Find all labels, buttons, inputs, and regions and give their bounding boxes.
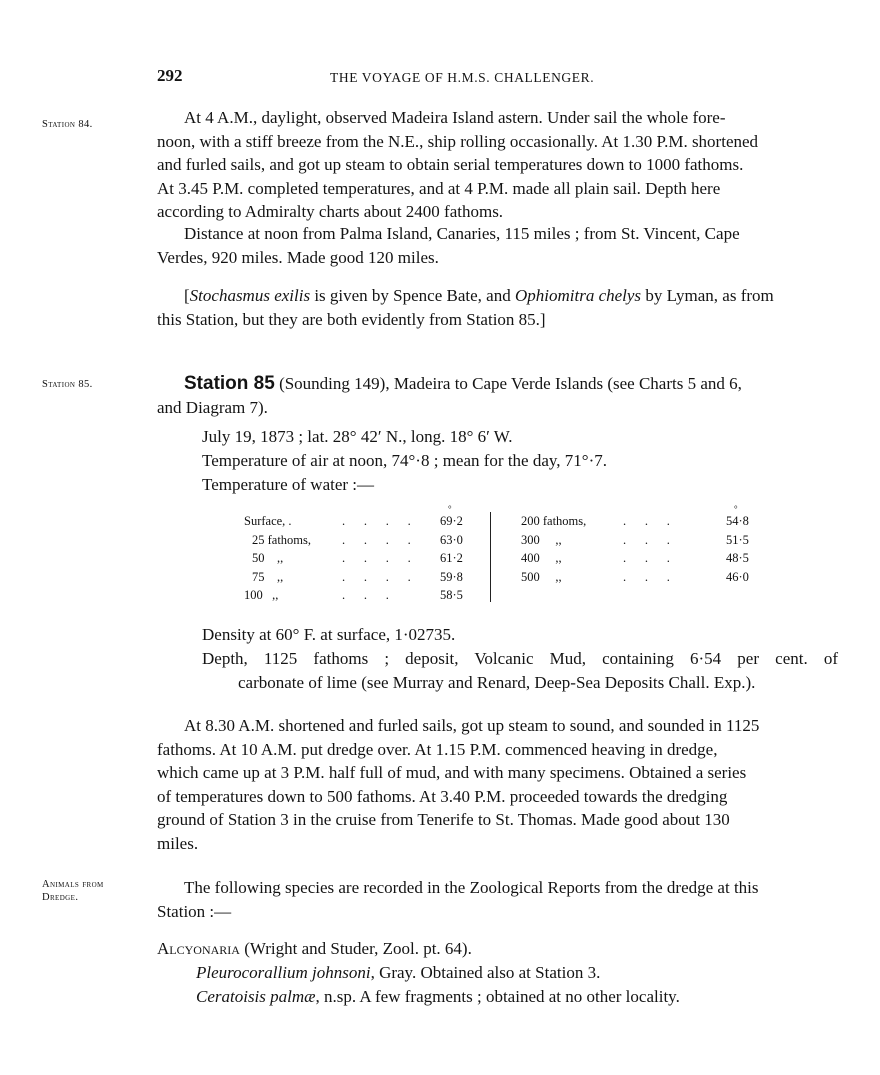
- station-84-paragraph: At 4 A.M., daylight, observed Madeira Island astern. Under sail the whole fore- noon, with a stiff breeze from the N.E., ship rolling occasionally. At 1.30 P.M. shortened and furled sails, and got up steam to obtain serial temperatures down to 1000 fathoms. At 3.45 P.M. completed temperatures, and at 4 P.M. made all plain sail. Depth here according to Admiralty charts about 2400 fathoms.: [157, 108, 759, 221]
- depth-line-1: Depth, 1125 fathoms ; deposit, Volcanic Mud, containing 6·54 per cent. of: [202, 649, 838, 668]
- bracket-note: [Stochasmus exilis is given by Spence Bate, and Ophiomitra chelys by Lyman, as from this Station, but they are both evidently from Station 85.]: [157, 286, 774, 329]
- table-row: 500 ,, . . . 46·0: [521, 569, 749, 584]
- species-intro-paragraph: The following species are recorded in the Zoological Reports from the dredge at this Station :—: [157, 878, 759, 921]
- page-number: 292: [157, 66, 183, 85]
- degree-mark-left: °: [448, 504, 452, 514]
- table-row: 100 ,, . . . 58·5: [244, 588, 463, 602]
- margin-note-station-85: Station 85.: [42, 379, 93, 390]
- table-row: 200 fathoms, . . . 54·8: [521, 514, 749, 528]
- table-divider: [490, 512, 491, 602]
- table-row: 400 ,, . . . 48·5: [521, 551, 749, 565]
- table-row: Surface, . . . . . 69·2: [244, 514, 463, 528]
- air-temperature-line: Temperature of air at noon, 74°·8 ; mean for the day, 71°·7.: [202, 451, 607, 470]
- water-temperature-line: Temperature of water :—: [202, 475, 375, 494]
- station-85-heading: Station 85 (Sounding 149), Madeira to Cape Verde Islands (see Charts 5 and 6, and Diagram 7).: [157, 373, 742, 417]
- degree-mark-right: °: [734, 504, 738, 514]
- temperature-table-left: [244, 512, 474, 605]
- temperature-table-right: [521, 512, 761, 586]
- table-row: 75 ,, . . . . 59·8: [252, 569, 463, 584]
- station-title: Station 85: [184, 373, 275, 394]
- table-row: 50 ,, . . . . 61·2: [252, 551, 463, 565]
- margin-note-animals: Animals from Dredge.: [42, 879, 104, 903]
- alcyonaria-heading: Alcyonaria (Wright and Studer, Zool. pt. 64).: [157, 939, 472, 958]
- table-row: 25 fathoms, . . . . 63·0: [252, 532, 463, 547]
- distance-paragraph: Distance at noon from Palma Island, Canaries, 115 miles ; from St. Vincent, Cape Verdes, 920 miles. Made good 120 miles.: [157, 224, 740, 267]
- date-position-line: July 19, 1873 ; lat. 28° 42′ N., long. 18° 6′ W.: [202, 427, 513, 446]
- running-title: THE VOYAGE OF H.M.S. CHALLENGER.: [330, 70, 595, 85]
- depth-line-2: carbonate of lime (see Murray and Renard, Deep-Sea Deposits Chall. Exp.).: [238, 673, 756, 692]
- species-entry: Pleurocorallium johnsoni, Gray. Obtained also at Station 3.: [196, 963, 601, 982]
- dredging-paragraph: At 8.30 A.M. shortened and furled sails, got up steam to sound, and sounded in 1125 fathoms. At 10 A.M. put dredge over. At 1.15 P.M. commenced heaving in dredge, which came up at 3 P.M. half full of mud, and with many specimens. Obtained a series of temperatures down to 500 fathoms. At 3.40 P.M. proceeded towards the dredging ground of Station 3 in the cruise from Tenerife to St. Thomas. Made good about 130 miles.: [157, 716, 760, 853]
- species-entry: Ceratoisis palmæ, n.sp. A few fragments ; obtained at no other locality.: [196, 987, 680, 1006]
- density-line: Density at 60° F. at surface, 1·02735.: [202, 625, 456, 644]
- margin-note-station-84: Station 84.: [42, 119, 93, 130]
- table-row: 300 ,, . . . 51·5: [521, 532, 749, 547]
